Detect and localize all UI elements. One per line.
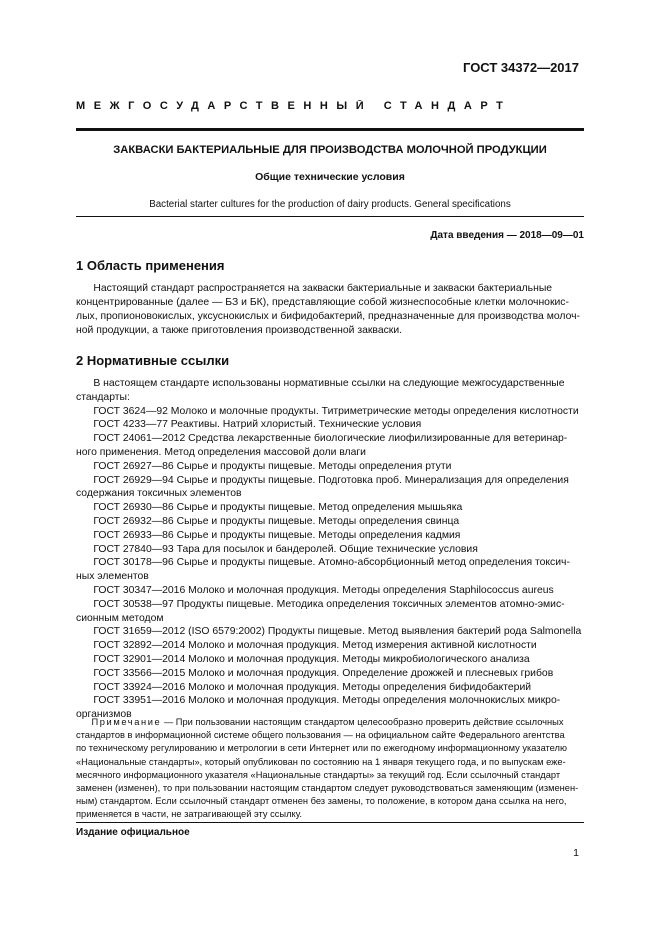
introduction-date: Дата введения — 2018—09—01 (430, 230, 584, 241)
section-2-line: ГОСТ 30538—97 Продукты пищевые. Методика определения токсичных элементов атомно-эмис- (76, 598, 565, 610)
document-title-english: Bacterial starter cultures for the production of dairy products. General specifications (149, 199, 511, 210)
section-1-line: Настоящий стандарт распространяется на закваски бактериальные и закваски бактериальные (76, 283, 553, 294)
section-2-line: ГОСТ 26930—86 Сырье и продукты пищевые. Метод определения мышьяка (76, 502, 463, 514)
note-line: месячного информационного указателя «Национальные стандарты» за текущий год. Если ссылочный стандарт (76, 769, 561, 780)
note-line: применяется в части, не затрагивающей эту ссылку. (76, 809, 302, 820)
section-2-heading: 2 Нормативные ссылки (76, 353, 230, 368)
section-2-line: ГОСТ 32901—2014 Молоко и молочная продукция. Методы микробиологического анализа (76, 653, 530, 665)
section-2-line: ГОСТ 26933—86 Сырье и продукты пищевые. Методы определения кадмия (76, 529, 461, 541)
section-2-line: ГОСТ 24061—2012 Средства лекарственные биологические лиофилизированные для ветеринар- (76, 433, 568, 445)
section-2-line: ГОСТ 30347—2016 Молоко и молочная продукция. Методы определения Staphilococcus aureus (76, 584, 554, 596)
section-2-line: сионным методом (76, 612, 164, 624)
section-1-heading: 1 Область применения (76, 258, 225, 273)
note-text: — При пользовании настоящим стандартом целесообразно проверить действие ссылочных (161, 717, 564, 727)
section-1-line: лых, пропионовокислых, уксуснокислых и бифидобактерий, предназначенные для производства молоч- (76, 311, 581, 322)
document-number: ГОСТ 34372—2017 (463, 60, 579, 75)
section-2-line: стандарты: (76, 391, 130, 403)
section-1-line: ной продукции, а также приготовления производственной закваски. (76, 325, 403, 336)
section-2-line: ГОСТ 26929—94 Сырье и продукты пищевые. Подготовка проб. Минерализация для определения (76, 474, 569, 486)
section-2-line: ГОСТ 31659—2012 (ISO 6579:2002) Продукты пищевые. Метод выявления бактерий рода Salmonella (76, 626, 582, 638)
footer-rule (76, 822, 584, 823)
note-line: ным) стандартом. Если ссылочный стандарт отменен без замены, то положение, в котором дана ссылка на него, (76, 796, 567, 807)
section-1-line: концентрированные (далее — БЗ и БК), представляющие собой жизнеспособные клетки молочнокис- (76, 297, 569, 308)
section-2-body (76, 377, 584, 722)
note-line: «Национальные стандарты», который опубликован по состоянию на 1 января текущего года, и по выпускам еже- (76, 756, 566, 767)
section-2-line: В настоящем стандарте использованы нормативные ссылки на следующие межгосударственные (76, 378, 565, 389)
title-rule (76, 216, 584, 217)
section-2-line: ГОСТ 27840—93 Тара для посылок и бандеролей. Общие технические условия (76, 543, 478, 555)
section-2-line: ных элементов (76, 571, 149, 583)
section-2-line: ГОСТ 30178—96 Сырье и продукты пищевые. Атомно-абсорбционный метод определения токсич- (76, 557, 570, 569)
section-2-line: ГОСТ 33566—2015 Молоко и молочная продукция. Определение дрожжей и плесневых грибов (76, 667, 554, 679)
document-subtitle: Общие технические условия (255, 171, 405, 183)
section-2-line: ГОСТ 33951—2016 Молоко и молочная продукция. Методы определения молочнокислых микро- (76, 695, 561, 707)
section-2-line: ГОСТ 33924—2016 Молоко и молочная продукция. Методы определения бифидобактерий (76, 681, 532, 693)
standard-type-heading: МЕЖГОСУДАРСТВЕННЫЙ СТАНДАРТ (76, 100, 512, 112)
section-2-line: ного применения. Метод определения массовой доли влаги (76, 446, 366, 458)
section-2-line: ГОСТ 26932—86 Сырье и продукты пищевые. Методы определения свинца (76, 515, 460, 527)
document-title: ЗАКВАСКИ БАКТЕРИАЛЬНЫЕ ДЛЯ ПРОИЗВОДСТВА МОЛОЧНОЙ ПРОДУКЦИИ (113, 144, 547, 156)
page-number: 1 (573, 847, 579, 859)
official-edition-label: Издание официальное (76, 827, 190, 838)
section-2-line: ГОСТ 32892—2014 Молоко и молочная продукция. Метод измерения активной кислотности (76, 640, 537, 652)
note-line (76, 716, 584, 729)
note-label: Примечание (91, 717, 162, 727)
top-rule (76, 128, 584, 131)
section-2-line: ГОСТ 26927—86 Сырье и продукты пищевые. Методы определения ртути (76, 460, 452, 472)
note-line: заменен (изменен), то при пользовании настоящим стандартом следует руководствоваться заменяющим (изменен- (76, 783, 579, 794)
section-2-line: ГОСТ 3624—92 Молоко и молочные продукты. Титриметрические методы определения кислотности (76, 405, 579, 417)
section-1-body (76, 282, 584, 338)
note-line: стандартов в информационной системе общего пользования — на официальном сайте Федерального агентства (76, 730, 565, 741)
section-2-line: ГОСТ 4233—77 Реактивы. Натрий хлористый. Технические условия (76, 419, 422, 431)
note-line: по техническому регулированию и метрологии в сети Интернет или по ежегодному информационному указателю (76, 743, 567, 754)
section-2-line: содержания токсичных элементов (76, 488, 242, 500)
section-2-line: организмов (76, 709, 132, 721)
note-block (76, 716, 584, 822)
